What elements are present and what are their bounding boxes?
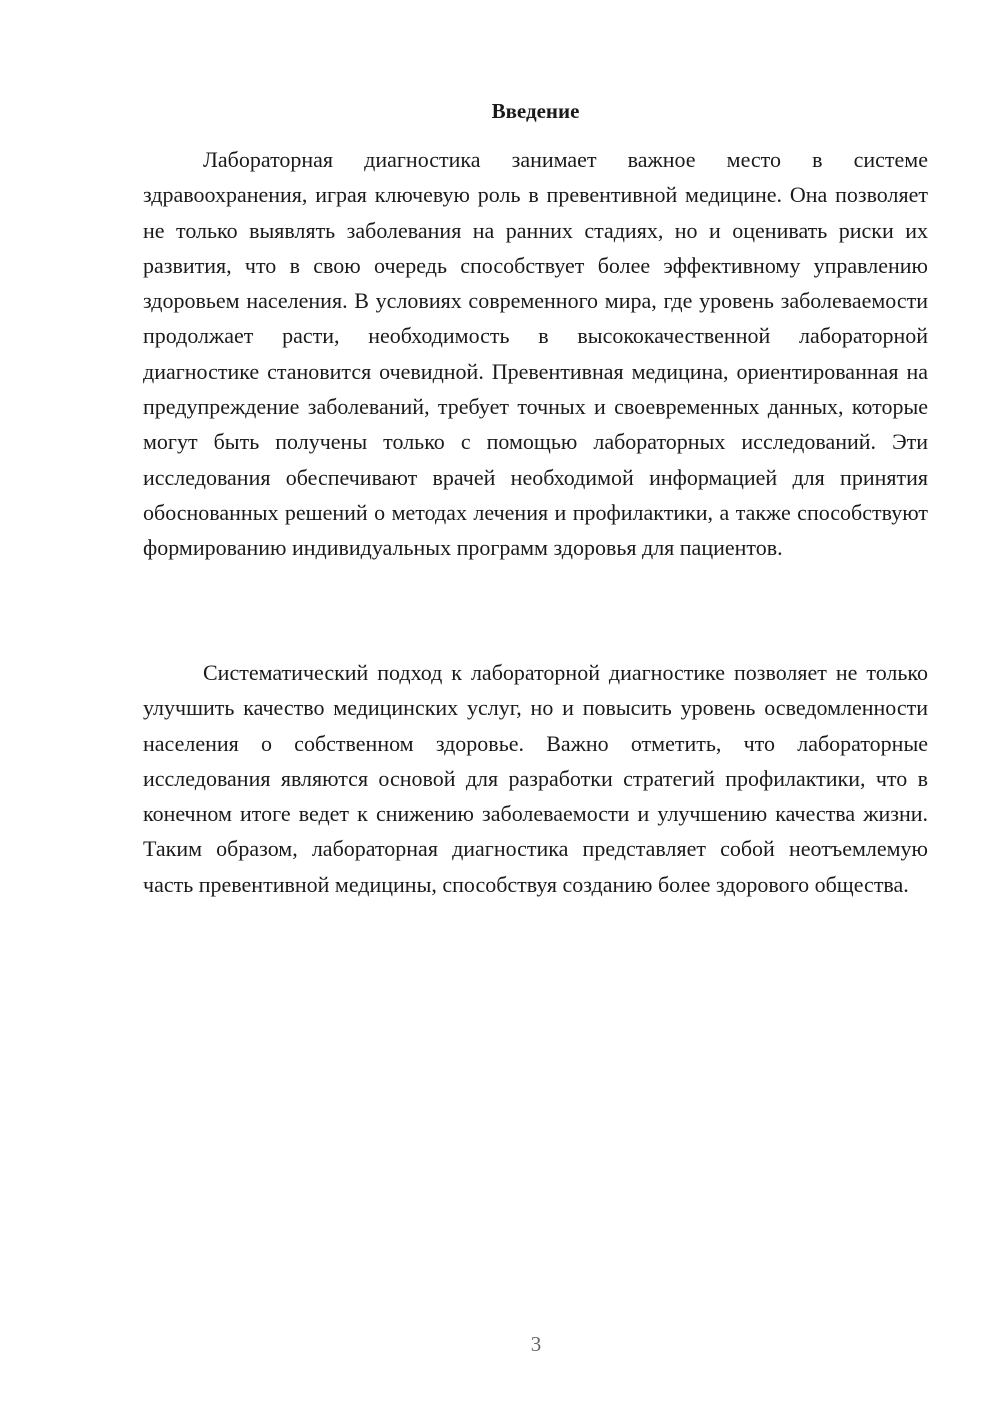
body-paragraph-2: Систематический подход к лабораторной диагностике позволяет не только улучшить качество медицинских услуг, но и повысить уровень осведомленности населения о собственном здоровье. Важно отметить, что лабораторные исследования являются основой для разработки стратегий профилактики, что в конечном итоге ведет к снижению заболеваемости и улучшению качества жизни. Таким образом, лабораторная диагностика представляет собой неотъемлемую часть превентивной медицины, способствуя созданию более здорового общества.: [143, 660, 928, 897]
section-heading: Введение: [491, 99, 580, 123]
body-paragraph-1: Лабораторная диагностика занимает важное место в системе здравоохранения, играя ключевую роль в превентивной медицине. Она позволяет не только выявлять заболевания на ранних стадиях, но и оценивать риски их развития, что в свою очередь способствует более эффективному управлению здоровьем населения. В условиях современного мира, где уровень заболеваемости продолжает расти, необходимость в высококачественной лабораторной диагностике становится очевидной. Превентивная медицина, ориентированная на предупреждение заболеваний, требует точных и своевременных данных, которые могут быть получены только с помощью лабораторных исследований. Эти исследования обеспечивают врачей необходимой информацией для принятия обоснованных решений о методах лечения и профилактики, а также способствуют формированию индивидуальных программ здоровья для пациентов.: [143, 147, 928, 561]
page-number: 3: [530, 1332, 542, 1356]
